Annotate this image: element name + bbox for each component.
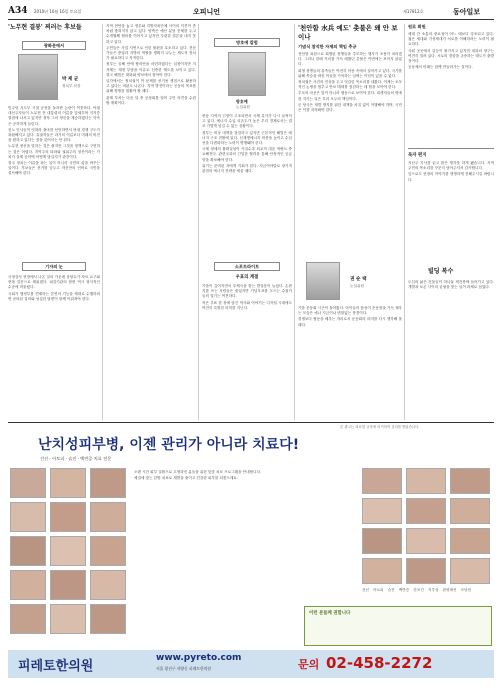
paragraph: 민주당 지도부 시절 공천을 둘러싼 논란이 여전하다. 야권 대선주자들이 노무현 전 대통령의 이름을 앞세우며 지지층 결집에 나서고 있지만 정작 그의 정신을 계승하겠다는 약속은 공허하게 들린다.	[8, 106, 100, 126]
column-label: 소포트라이트	[234, 264, 260, 269]
skin-photo	[50, 536, 86, 566]
recommend-box	[304, 606, 492, 646]
page-number: A34	[8, 6, 28, 16]
column-label-box	[22, 262, 86, 271]
article-body	[408, 280, 494, 420]
page-header	[8, 6, 494, 18]
paragraph: 추모의 마음은 말이 아니라 행동으로 보여야 한다. 희생자들의 명예를 지키는 일은 우리 모두의 책임이다.	[298, 91, 402, 101]
condition-labels	[362, 588, 492, 608]
skin-photo	[10, 536, 46, 566]
paragraph: 일각에서는 정치권이 이 문제를 선거용 쟁점으로 활용하고 있다는 비판도 나온다. 지역 발전이라는 공동의 목표를 위해 정쟁을 멈춰야 할 때다.	[106, 79, 196, 94]
skin-photo	[362, 468, 402, 494]
paragraph: 도심의 낡은 건물들이 하나둘 재건축에 들어가고 있다. 개발과 보존 사이의 균형을 찾는 일이 과제로 남았다.	[408, 280, 494, 290]
paragraph: 노무현 정신을 말하는 것은 쉽지만 그것을 정책으로 구현하는 것은 어렵다. 지역주의 타파와 권위주의 청산이라는 가치가 실제 공약에 어떻게 담길지가 관건이다.	[8, 144, 100, 159]
paragraph: 국정감사 현장에서 나온 질의 가운데 상당수가 자료 요구와 중복 질문으로 채워졌다. 피감기관의 답변 역시 형식적인 수준에 머물렀다.	[8, 275, 100, 290]
skin-photo	[450, 558, 490, 584]
author-name: 권 순 택	[350, 277, 367, 282]
column-1	[8, 24, 100, 256]
author-photo	[306, 262, 340, 300]
paragraph: 오랜 시간 피부 질환으로 고생하신 분들을 위한 맞춤 치료 프로그램을 안내합니다.	[134, 470, 262, 474]
paragraph: 경쟁보다 협동을 배우는 자리로서 운동회의 의미를 다시 생각해 볼 때다.	[298, 317, 402, 327]
author-name: 방호예	[236, 99, 248, 104]
column-label: 방호예 칼럼	[236, 40, 258, 45]
skin-photo	[50, 468, 86, 498]
article-body	[8, 106, 100, 256]
paragraph: 정부는 비상 대책을 점검하고 있지만 근본적인 해법은 에너지 구조 전환에 있다. 신재생에너지 비중을 높이고 수입선을 다변화하는 노력이 병행돼야 한다.	[202, 130, 292, 146]
column-label-box	[214, 262, 280, 271]
phone-label: 문의	[298, 658, 320, 671]
skin-photo	[450, 468, 490, 494]
column-divider	[102, 24, 103, 420]
box-title: 독자 편지	[408, 153, 427, 158]
condition-label: 습진	[387, 588, 395, 592]
paragraph: 작은 우표 한 장에 담긴 역사와 이야기는 디지털 시대에도 여전히 특별한 의미를 지닌다.	[202, 300, 292, 310]
paragraph: 주민들은 사업 지연으로 인한 불편을 호소하고 있다. 전문가들은 중앙과 지방의 역할을 명확히 나누는 제도적 장치가 필요하다고 지적한다.	[106, 45, 196, 61]
skin-photo	[10, 570, 46, 600]
article-body	[408, 32, 494, 142]
skin-photo	[406, 558, 446, 584]
paragraph: 가을 운동회 시즌이 돌아왔다. 아이들의 함성이 운동장을 가득 채우는 모습은 예나 지금이나 변함없는 풍경이다.	[298, 306, 402, 316]
skin-photo	[362, 558, 402, 584]
condition-label: 백반증	[398, 588, 410, 592]
paragraph: 가을이 깊어지면서 우체국을 찾는 발걸음이 늘었다. 손편지를 쓰는 사람들은 줄었지만 기념우표를 모으는 수집가들의 열기는 여전하다.	[202, 284, 292, 299]
condition-label: 한포진	[413, 588, 424, 592]
ad-subheadline: 건선 · 아토피 · 습진 · 백반증 치료 전문	[40, 456, 112, 461]
skin-photo	[362, 498, 402, 524]
paragraph: 친노 인사들이 잇따라 출마를 선언하면서 당내 경쟁 구도가 복잡해지고 있다. 유권자들은 과거의 이름보다 미래의 비전을 원하고 있다는 점을 잊어서는 안 된다.	[8, 127, 100, 143]
skin-photo-grid	[10, 468, 128, 644]
skin-photo	[90, 604, 126, 634]
ad-divider	[8, 422, 494, 423]
column-1-bottom	[8, 262, 100, 420]
section-title: 오피니언	[193, 7, 221, 16]
header-rule	[8, 19, 494, 20]
column-label: 기자의 눈	[45, 264, 63, 269]
skin-photo	[50, 502, 86, 532]
article-body	[202, 284, 292, 364]
column-label-box	[22, 41, 86, 50]
clinic-address: 서울 광진구 자양동 피레토한의원	[156, 666, 211, 671]
column-5	[408, 24, 494, 420]
skin-photo	[50, 570, 86, 600]
author-role: 논설위원	[350, 284, 364, 288]
article-body	[106, 24, 196, 420]
skin-photo	[90, 536, 126, 566]
column-3	[202, 24, 292, 256]
column-divider	[294, 24, 295, 420]
skin-photo	[406, 528, 446, 554]
column-4	[298, 24, 402, 256]
paragraph: 세대 간 소통의 중요성이 어느 때보다 강조되고 있다. 젊은 세대와 기성세대가 서로를 이해하려는 노력이 필요하다.	[408, 32, 494, 47]
section-label: 원로 회원	[408, 24, 426, 29]
newspaper-logo: 동아일보	[453, 7, 481, 16]
skin-photo	[90, 468, 126, 498]
paragraph: 정치권은 사건의 진상을 두고 엇갈린 목소리를 내왔다. 이제는 소모적인 논쟁을 멈추고 안보 태세를 점검하는 데 힘을 모아야 한다.	[298, 80, 402, 90]
article-body	[8, 275, 100, 415]
article-headline: '노무현 결봉' 찌러는 후보들	[8, 24, 82, 31]
skin-photo	[406, 498, 446, 524]
author-role: 논설위원	[236, 105, 250, 109]
condition-label: 아토피	[373, 588, 384, 592]
article-body	[202, 114, 292, 256]
skin-photo	[450, 498, 490, 524]
issue-date: 2010년 10월 16일 토요일	[34, 9, 82, 14]
ad-footer	[8, 650, 494, 678]
article-headline: '천안함 水兵 예도' 촛불은 왜 안 보이나	[298, 24, 398, 41]
condition-label: 모낭염	[460, 588, 471, 592]
article-body	[298, 306, 402, 406]
column-2	[106, 24, 196, 420]
paragraph: 지역 현안을 놓고 정부와 지방자치단체 사이의 이견이 좀처럼 좁혀지지 않고 있다. 양측은 예산 분담 문제를 두고 수개월째 협의를 이어가고 있지만 뚜렷한 결론을 내지 못하고 있다.	[106, 24, 196, 44]
column-3-bottom	[202, 262, 292, 420]
paragraph: 천안함 폭침으로 희생된 장병들을 추모하는 행사가 조용히 치러졌다. 그러나 한때 거리를 가득 메웠던 촛불은 이번에는 보이지 않았다.	[298, 52, 402, 67]
article-subhead: 기념식 참석한 자제의 책임 추궁	[298, 44, 357, 49]
column-label-box	[214, 38, 280, 47]
condition-label: 건선	[362, 588, 369, 592]
condition-label: 지루성	[427, 588, 439, 592]
skin-photo	[450, 528, 490, 554]
column-label: 광화문에서	[43, 43, 65, 48]
column-divider	[404, 24, 405, 420]
skin-photo	[10, 604, 46, 634]
author-name: 박 제 균	[62, 77, 79, 82]
clinic-name: 피레토한의원	[18, 659, 94, 674]
author-photo	[18, 54, 58, 100]
paragraph: 군 당국은 재발 방지를 위한 대책을 차질 없이 이행해야 하며, 국민은 이를 지켜봐야 한다.	[298, 102, 402, 113]
paragraph: 정부는 올해 안에 합의안을 마련하겠다는 입장이지만 지자체는 재정 부담을 이유로 신중한 태도를 보이고 있다. 결국 해법은 대화와 양보에서 찾아야 한다.	[106, 62, 196, 77]
skin-photo	[362, 528, 402, 554]
recommend-heading: 이런 분들께 권합니다	[309, 611, 351, 616]
author-role: 정치부 차장	[62, 84, 81, 88]
paragraph: 공동체의 미래는 함께 만들어가는 것이다.	[408, 65, 473, 70]
advertisement	[8, 430, 494, 686]
condition-label: 편평태선	[442, 588, 457, 592]
issue-number: 제17812호	[403, 9, 424, 14]
paragraph: 국회가 행정부를 견제하는 본연의 기능을 제대로 수행하려면 준비된 질의와 성실한 답변이 함께 이뤄져야 한다.	[8, 291, 100, 301]
paragraph: 지난주 기사를 읽고 많은 생각을 하게 됐습니다. 지역 주민의 목소리를 꾸준히 담아주셔서 감사합니다.	[408, 161, 494, 171]
article-subtitle: 우표의 계절	[235, 275, 259, 280]
skin-photo	[10, 502, 46, 532]
skin-photo	[90, 502, 126, 532]
paragraph: 국제 정세의 불확실성이 커질수록 외교적 대응 역량도 중요해진다. 관련국과의 긴밀한 협력을 통해 안정적인 공급망을 확보해야 한다.	[202, 147, 292, 162]
paragraph: 사회 곳곳에서 갈등이 불거지고 있지만 대화의 창구는 여전히 열려 있다. 서로의 경험을 존중하는 태도가 출발점이다.	[408, 48, 494, 64]
paragraph: 앞으로도 현장의 이야기를 생생하게 전해주시길 바랍니다.	[408, 172, 494, 182]
ad-headline: 난치성피부병, 이젠 관리가 아니라 치료다!	[38, 437, 300, 453]
skin-photo	[50, 604, 86, 634]
right-title: 빌딩 복수	[428, 268, 454, 275]
column-divider	[198, 24, 199, 420]
paragraph: 체질에 맞는 한방 치료로 재발을 줄이고 건강한 피부를 되찾으세요.	[134, 476, 239, 481]
column-4-bottom	[298, 262, 402, 420]
author-photo	[228, 52, 266, 96]
paragraph: 관계 부처는 다음 달 중 공청회를 열어 주민 의견을 수렴할 계획이다.	[106, 95, 196, 105]
reader-letter-box	[408, 148, 494, 257]
paragraph: 결국 정치는 이름을 파는 일이 아니라 국민의 삶을 바꾸는 일이다. 후보들은 선거를 앞두고 자신만의 언어로 국민을 설득해야 한다.	[8, 161, 100, 176]
skin-photo	[406, 468, 446, 494]
paragraph: 위기는 준비된 자에게 기회가 된다. 지금이야말로 장기적 관점의 에너지 전략을 세울 때다.	[202, 163, 292, 174]
paragraph: 중동 지역의 긴장이 고조되면서 국제 유가가 다시 들썩이고 있다. 에너지 수입 의존도가 높은 우리 경제로서는 결코 가볍게 넘길 수 없는 상황이다.	[202, 114, 292, 129]
skin-photo	[10, 468, 46, 498]
skin-photo	[90, 570, 126, 600]
ad-note: 본 광고는 의료법 규정에 의거하여 심의를 받았습니다	[340, 425, 419, 429]
phone-number: 02-458-2272	[326, 654, 433, 672]
article-body	[298, 52, 402, 256]
article-body	[408, 161, 494, 255]
paragraph: 희생 장병들의 유족들은 여전히 아픔 속에서 살아가고 있다. 국가를 위해 목숨을 바친 이들을 기억하는 일에는 이념이 있을 수 없다.	[298, 68, 402, 78]
clinic-url: www.pyreto.com	[156, 653, 242, 663]
